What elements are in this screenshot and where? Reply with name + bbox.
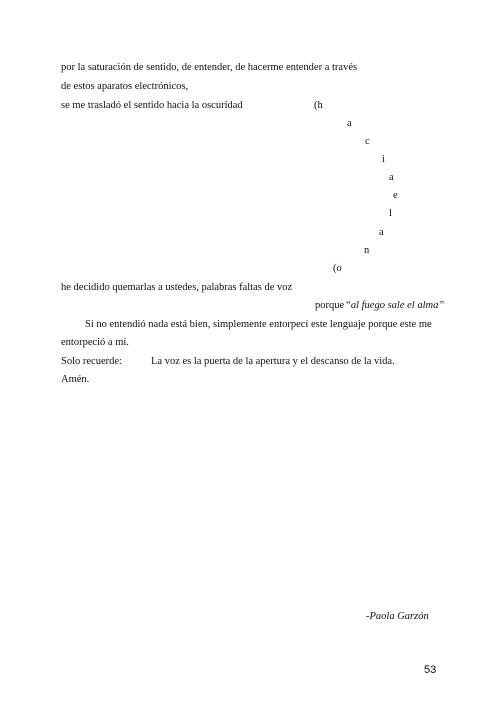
descending-letter-3: i (382, 154, 385, 165)
descending-letter-6: l (389, 208, 392, 219)
descending-word-end: (o (333, 263, 342, 274)
descending-letter-8: n (364, 245, 370, 256)
author-signature: -Paola Garzón (366, 611, 429, 622)
porque-word: porque (315, 300, 345, 311)
descending-letter-7: a (379, 227, 384, 238)
solo-recuerde-text: La voz es la puerta de la apertura y el descanso de la vida. (151, 356, 395, 367)
solo-recuerde-label: Solo recuerde: (61, 356, 122, 367)
descending-letter-1: a (347, 118, 352, 129)
amen-line: Amén. (61, 374, 90, 385)
paragraph-line-2: entorpeció a mí. (61, 337, 129, 348)
poem-line-oscuridad: se me trasladó el sentido hacia la oscuridad (61, 100, 243, 111)
descending-letter-4: a (389, 172, 394, 183)
quote-al-fuego: “al fuego sale el alma” (345, 300, 445, 311)
poem-line-saturacion: por la saturación de sentido, de entender, de hacerme entender a través (61, 62, 358, 73)
paragraph-line-1: Si no entendió nada está bien, simplemente entorpecí este lenguaje porque este me (85, 319, 432, 330)
descending-word-start: (h (314, 100, 323, 111)
descending-letter-2: c (365, 136, 370, 147)
page-number: 53 (424, 664, 437, 676)
poem-line-aparatos: de estos aparatos electrónicos, (61, 81, 189, 92)
descending-letter-5: e (393, 190, 398, 201)
poem-line-quemarlas: he decidido quemarlas a ustedes, palabras faltas de voz (61, 282, 293, 293)
